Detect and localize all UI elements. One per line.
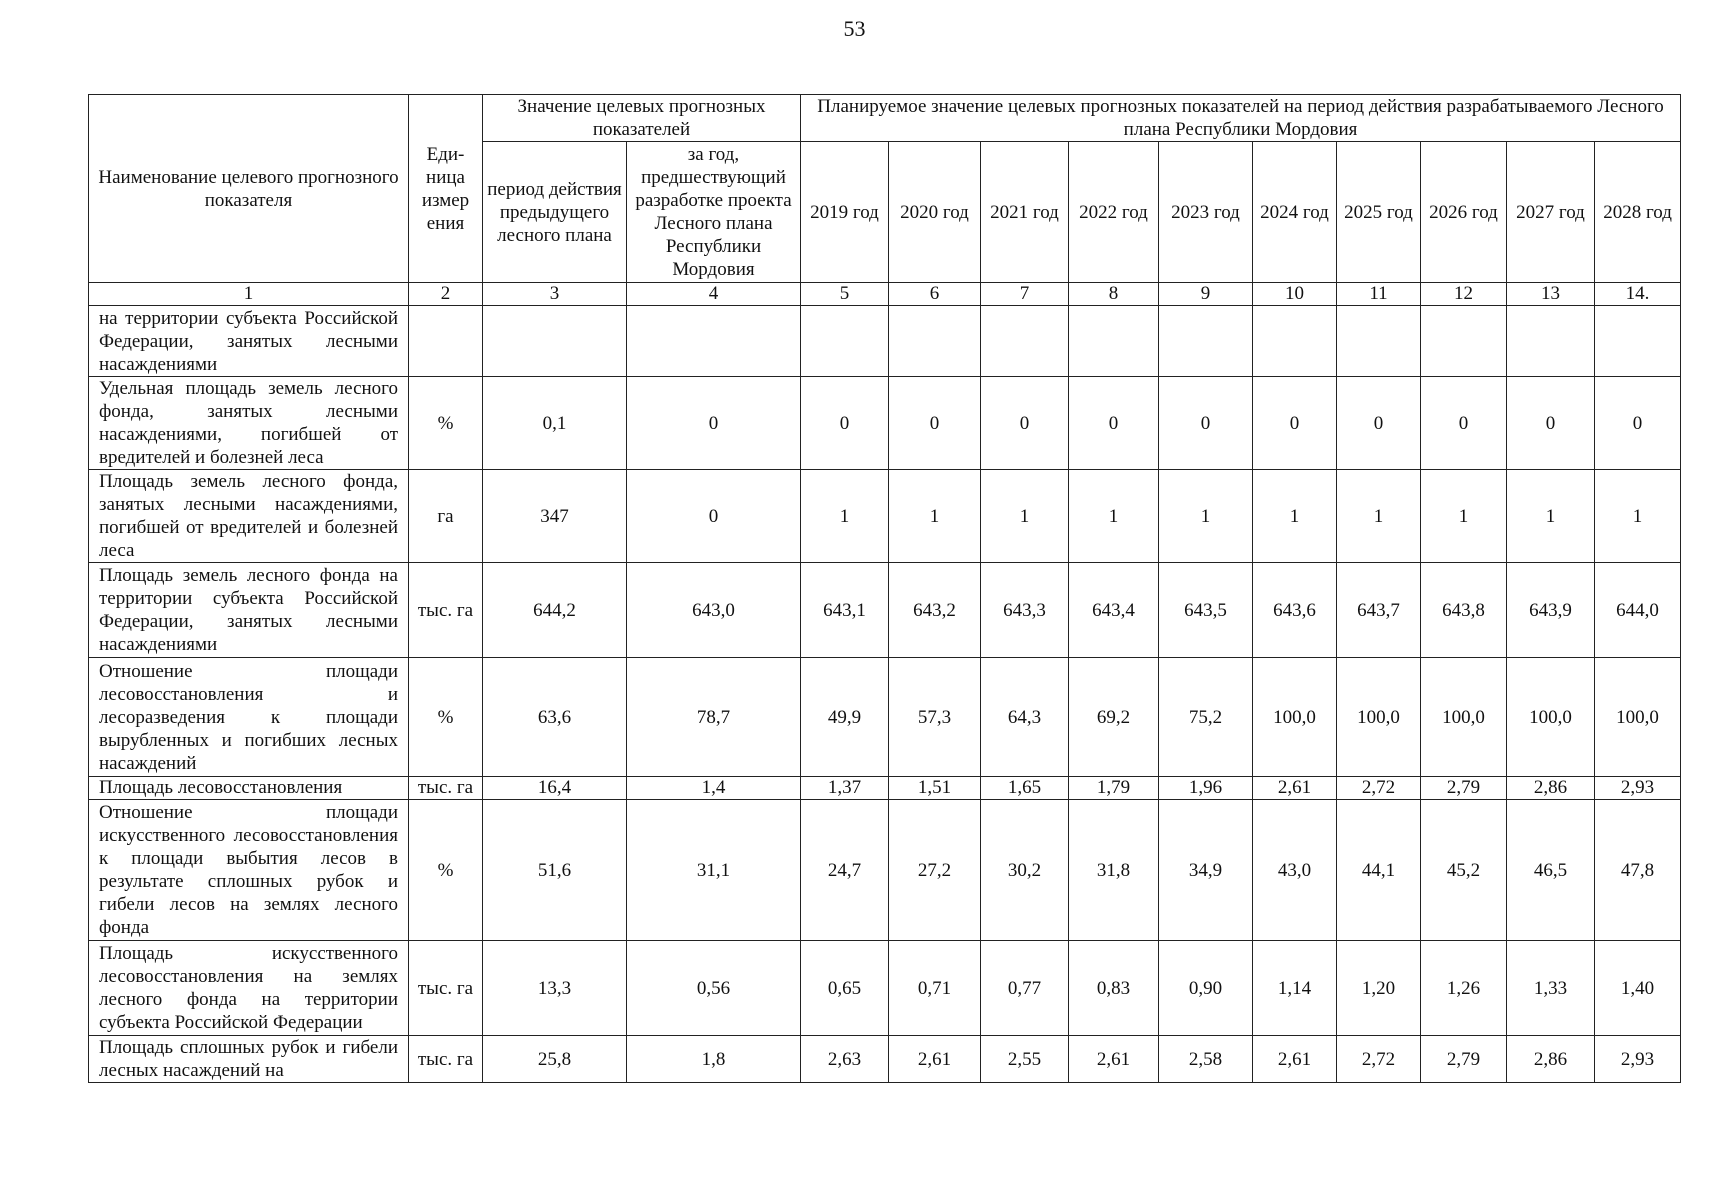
indicator-value: 0,56 [627,941,801,1036]
indicator-value: 2,93 [1595,1036,1681,1083]
column-number-11: 12 [1421,283,1507,306]
indicator-value: 0,65 [801,941,889,1036]
indicator-value [981,306,1069,377]
indicator-name: Площадь земель лесного фонда, занятых лесными насаждениями, погибшей от вредителей и болезней леса [89,470,409,563]
indicator-value: 2,79 [1421,1036,1507,1083]
indicator-unit: % [409,377,483,470]
indicator-value: 57,3 [889,658,981,777]
indicator-unit: тыс. га [409,1036,483,1083]
header-year-8: 2027 год [1507,142,1595,283]
indicator-value: 34,9 [1159,800,1253,941]
indicator-value: 0 [801,377,889,470]
indicator-value: 2,61 [889,1036,981,1083]
indicator-value: 643,7 [1337,563,1421,658]
indicator-value: 75,2 [1159,658,1253,777]
column-number-10: 11 [1337,283,1421,306]
indicator-value: 0 [627,470,801,563]
indicator-value: 643,0 [627,563,801,658]
header-group-planned: Планируемое значение целевых прогнозных показателей на период действия разрабатываемого Лесного плана Республики Мордовия [801,95,1681,142]
indicator-value: 1,40 [1595,941,1681,1036]
indicator-value: 1 [1507,470,1595,563]
indicator-value [627,306,801,377]
column-number-5: 6 [889,283,981,306]
indicator-value [1069,306,1159,377]
column-number-9: 10 [1253,283,1337,306]
table-row [89,1036,1681,1083]
indicator-value: 1,14 [1253,941,1337,1036]
indicator-name: Площадь земель лесного фонда на территории субъекта Российской Федерации, занятых лесными насаждениями [89,563,409,658]
column-number-6: 7 [981,283,1069,306]
column-number-7: 8 [1069,283,1159,306]
indicator-value: 644,2 [483,563,627,658]
indicator-value: 69,2 [1069,658,1159,777]
indicator-value [889,306,981,377]
indicator-value: 1 [801,470,889,563]
indicator-name: Удельная площадь земель лесного фонда, занятых лесными насаждениями, погибшей от вредителей и болезней леса [89,377,409,470]
indicator-value: 2,58 [1159,1036,1253,1083]
indicator-value: 47,8 [1595,800,1681,941]
page-number: 53 [843,16,866,41]
indicator-value: 100,0 [1337,658,1421,777]
indicator-value: 1 [1159,470,1253,563]
indicator-value: 0 [1159,377,1253,470]
indicator-value: 1 [1253,470,1337,563]
indicator-value: 0 [1507,377,1595,470]
indicator-value: 2,93 [1595,777,1681,800]
indicator-value: 1 [981,470,1069,563]
indicator-unit: га [409,470,483,563]
indicator-value: 2,61 [1069,1036,1159,1083]
indicator-name: Площадь искусственного лесовосстановления на землях лесного фонда на территории субъекта Российской Федерации [89,941,409,1036]
indicator-value [1253,306,1337,377]
indicator-value: 1,20 [1337,941,1421,1036]
header-year-5: 2024 год [1253,142,1337,283]
indicator-unit [409,306,483,377]
indicator-name: Площадь сплошных рубок и гибели лесных насаждений на [89,1036,409,1083]
indicator-unit: тыс. га [409,941,483,1036]
indicator-name: Отношение площади лесовосстановления и лесоразведения к площади вырубленных и погибших лесных насаждений [89,658,409,777]
indicator-value: 1 [1069,470,1159,563]
indicator-value: 100,0 [1507,658,1595,777]
indicator-value: 2,61 [1253,777,1337,800]
indicator-value: 347 [483,470,627,563]
indicator-name: на территории субъекта Российской Федерации, занятых лесными насаждениями [89,306,409,377]
indicator-value: 0 [627,377,801,470]
indicator-value: 1,96 [1159,777,1253,800]
header-year-4: 2023 год [1159,142,1253,283]
indicator-unit: тыс. га [409,563,483,658]
indicator-value: 643,2 [889,563,981,658]
indicator-value: 643,1 [801,563,889,658]
indicator-value: 24,7 [801,800,889,941]
indicator-value [483,306,627,377]
indicator-value: 0,90 [1159,941,1253,1036]
indicator-value: 31,1 [627,800,801,941]
indicator-value: 643,3 [981,563,1069,658]
indicator-name: Отношение площади искусственного лесовосстановления к площади выбытия лесов в результате сплошных рубок и гибели лесов на землях лесного фонда [89,800,409,941]
column-number-0: 1 [89,283,409,306]
column-number-1: 2 [409,283,483,306]
indicator-value: 2,63 [801,1036,889,1083]
header-year-7: 2026 год [1421,142,1507,283]
indicator-unit: тыс. га [409,777,483,800]
indicator-value: 0,71 [889,941,981,1036]
indicator-value: 2,61 [1253,1036,1337,1083]
column-number-12: 13 [1507,283,1595,306]
indicator-value: 1,65 [981,777,1069,800]
indicator-value: 2,55 [981,1036,1069,1083]
indicator-value: 1 [889,470,981,563]
indicator-value: 100,0 [1595,658,1681,777]
indicator-value: 16,4 [483,777,627,800]
indicator-value: 1 [1595,470,1681,563]
indicator-value: 49,9 [801,658,889,777]
indicator-value: 44,1 [1337,800,1421,941]
indicator-value: 27,2 [889,800,981,941]
header-year-9: 2028 год [1595,142,1681,283]
indicator-value: 100,0 [1253,658,1337,777]
indicator-value: 643,6 [1253,563,1337,658]
indicator-unit: % [409,800,483,941]
indicator-value: 0 [1421,377,1507,470]
indicator-value: 1,26 [1421,941,1507,1036]
indicator-value: 2,86 [1507,1036,1595,1083]
column-number-row [89,283,1681,306]
table-row [89,777,1681,800]
indicator-value: 1,79 [1069,777,1159,800]
indicator-value: 0 [1337,377,1421,470]
column-number-2: 3 [483,283,627,306]
indicator-value: 643,5 [1159,563,1253,658]
column-number-13: 14. [1595,283,1681,306]
indicator-value: 1,4 [627,777,801,800]
indicator-value: 2,86 [1507,777,1595,800]
header-name-cell: Наименование целевого прогнозного показателя [89,95,409,283]
indicator-name: Площадь лесовосстановления [89,777,409,800]
table-row [89,563,1681,658]
header-group-current: Значение целевых прогнозных показателей [483,95,801,142]
header-prev-year: за год, предшествующий разработке проекта Лесного плана Республики Мордовия [627,142,801,283]
indicator-value: 1,37 [801,777,889,800]
table-row [89,377,1681,470]
forecast-indicators-table [88,94,1681,1083]
indicator-value: 51,6 [483,800,627,941]
header-unit-cell: Еди-ница измер ения [409,95,483,283]
indicator-value [1159,306,1253,377]
indicator-value [1337,306,1421,377]
table-row [89,658,1681,777]
table-row [89,941,1681,1036]
indicator-value: 0,77 [981,941,1069,1036]
indicator-value: 1,33 [1507,941,1595,1036]
table-row [89,800,1681,941]
indicator-value: 1 [1421,470,1507,563]
indicator-value: 0,1 [483,377,627,470]
indicator-value: 0 [1595,377,1681,470]
indicator-unit: % [409,658,483,777]
header-prev-period: период действия предыдущего лесного плана [483,142,627,283]
indicator-value: 1 [1337,470,1421,563]
column-number-4: 5 [801,283,889,306]
indicator-value: 0 [981,377,1069,470]
indicator-value: 1,8 [627,1036,801,1083]
header-year-1: 2020 год [889,142,981,283]
indicator-value: 64,3 [981,658,1069,777]
indicator-value: 0,83 [1069,941,1159,1036]
indicator-value: 2,72 [1337,1036,1421,1083]
indicator-value: 25,8 [483,1036,627,1083]
indicator-value: 643,9 [1507,563,1595,658]
indicator-value: 1,51 [889,777,981,800]
indicator-value: 31,8 [1069,800,1159,941]
header-row-groups [89,95,1681,142]
indicator-value: 46,5 [1507,800,1595,941]
indicator-value: 643,4 [1069,563,1159,658]
indicator-value: 100,0 [1421,658,1507,777]
indicator-value [1507,306,1595,377]
indicator-value [1595,306,1681,377]
table-row [89,306,1681,377]
indicator-value [801,306,889,377]
header-year-0: 2019 год [801,142,889,283]
header-year-6: 2025 год [1337,142,1421,283]
column-number-3: 4 [627,283,801,306]
indicator-value: 2,72 [1337,777,1421,800]
indicator-value: 2,79 [1421,777,1507,800]
indicator-value: 0 [889,377,981,470]
indicator-value: 643,8 [1421,563,1507,658]
indicator-value: 0 [1253,377,1337,470]
header-year-2: 2021 год [981,142,1069,283]
column-number-8: 9 [1159,283,1253,306]
indicator-value: 45,2 [1421,800,1507,941]
indicator-value: 0 [1069,377,1159,470]
indicator-value: 43,0 [1253,800,1337,941]
indicator-value [1421,306,1507,377]
indicator-value: 63,6 [483,658,627,777]
table-row [89,470,1681,563]
indicator-value: 644,0 [1595,563,1681,658]
indicator-value: 78,7 [627,658,801,777]
header-year-3: 2022 год [1069,142,1159,283]
indicator-value: 13,3 [483,941,627,1036]
indicator-value: 30,2 [981,800,1069,941]
